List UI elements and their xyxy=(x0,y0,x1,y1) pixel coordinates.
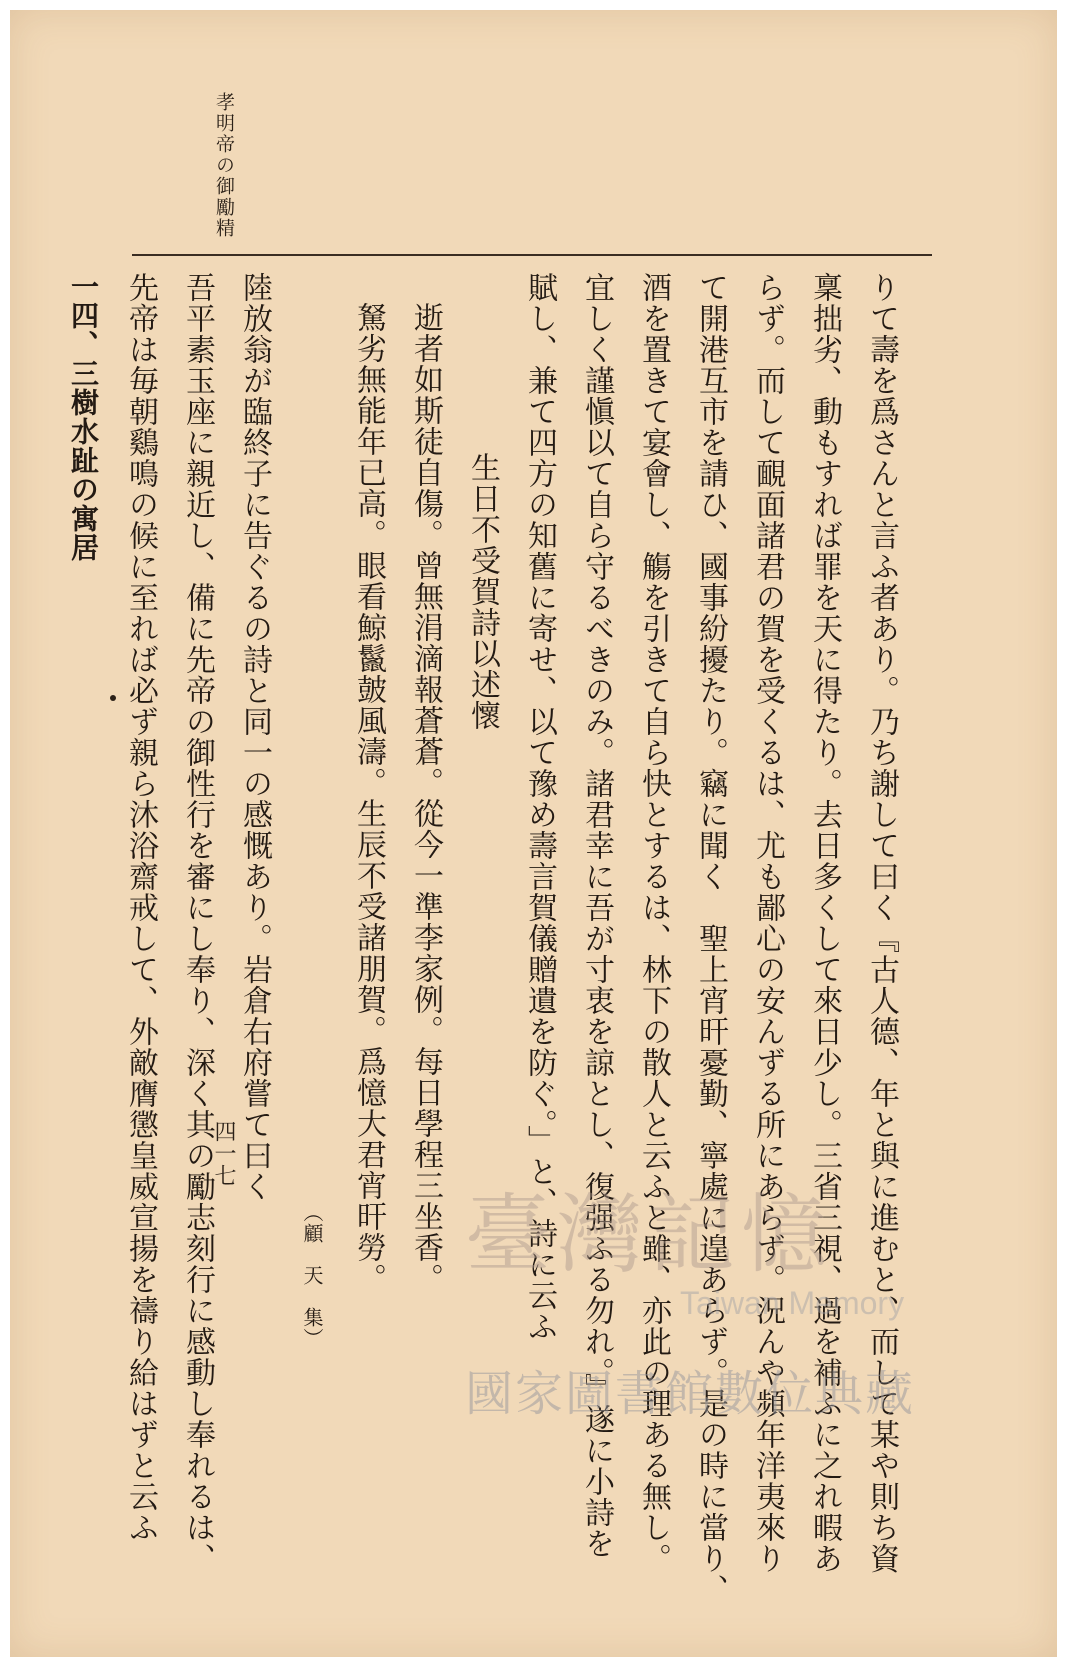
text-column: 宜しく謹愼以て自ら守るべきのみ。諸君幸に吾が寸衷を諒とし、復强ふる勿れ。』遂に小詩を xyxy=(579,272,614,1559)
poem-line: 逝者如斯徒自傷。曾無涓滴報蒼蒼。從今一準李家例。每日學程三坐香。 xyxy=(408,302,443,1294)
header-rule xyxy=(132,254,932,256)
text-column: 賦し、兼て四方の知舊に寄せ、以て豫め壽言賀儀贈遺を防ぐ。」と、詩に云ふ xyxy=(522,272,557,1342)
book-page xyxy=(10,10,1057,1657)
section-title: 一四、三樹水趾の寓居 xyxy=(67,272,100,562)
ink-dot xyxy=(110,695,116,701)
text-column: 陸放翁が臨終子に告ぐるの詩と同一の感慨あり。岩倉右府嘗て曰く xyxy=(237,272,272,1202)
running-head: 孝明帝の御勵精 xyxy=(213,92,235,239)
text-column: て開港互市を請ひ、國事紛擾たり。竊に聞く 聖上宵旰憂勤、寧處に遑あらず。是の時に當り、 xyxy=(693,272,728,1605)
watermark-english: Taiwan Memory xyxy=(680,1285,905,1321)
text-column: 吾平素玉座に親近し、備に先帝の御性行を審にし奉り、深く其の勵志刻行に感動し奉れるは、 xyxy=(180,272,215,1574)
text-column: 酒を置きて宴會し、觴を引きて自ら快とするは、林下の散人と云ふと雖、亦此の理ある無し。 xyxy=(636,272,671,1574)
page-number: 四一七 xyxy=(211,1120,236,1186)
poem-title: 生日不受賀詩以述懷 xyxy=(465,452,500,731)
text-column: 先帝は毎朝鷄鳴の候に至れば必ず親ら沐浴齋戒して、外敵膺懲皇威宣揚を禱り給はずと云ふ xyxy=(123,272,158,1543)
text-column: りて壽を爲さんと言ふ者あり。乃ち謝して曰く『古人德、年と與に進むと、而して某や則ち資 xyxy=(864,272,899,1574)
text-column: らず。而して靦面諸君の賀を受くるは、尤も鄙心の安んずる所にあらず。況んや頻年洋夷來り xyxy=(750,272,785,1574)
poem-line: 駑劣無能年已高。眼看鯨鬣皷風濤。生辰不受諸朋賀。爲憶大君宵旰勞。 xyxy=(351,302,386,1294)
text-column: 稟拙劣、動もすれば罪を天に得たり。去日多くして來日少し。三省三視、過を補ふに之れ暇あ xyxy=(807,272,842,1574)
watermark-institution: 國家圖書館數位典藏 xyxy=(465,1366,916,1422)
body-text xyxy=(67,272,910,1605)
watermark-calligraphy: 臺灣記憶 xyxy=(465,1185,833,1285)
poem-source: （顧 天 集） xyxy=(300,1202,324,1349)
